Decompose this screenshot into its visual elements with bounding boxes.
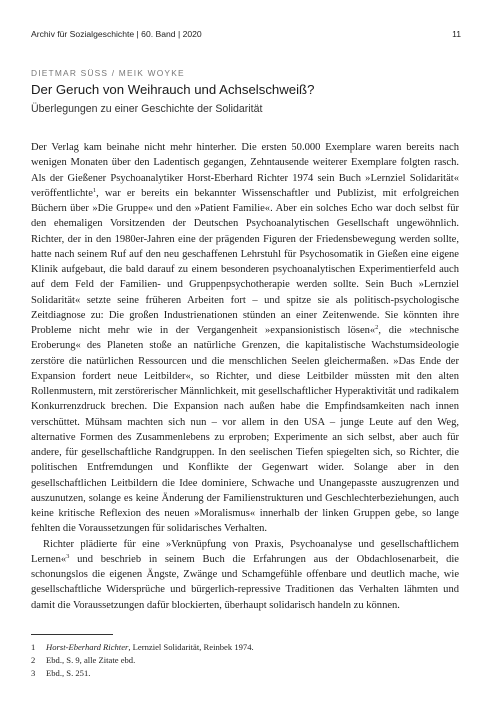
footnote-number: 2 [31, 655, 36, 666]
page-number: 11 [452, 29, 461, 39]
footnote-text: Ebd., S. 251. [46, 668, 91, 679]
article-body [31, 140, 459, 613]
footnote-number: 3 [31, 668, 36, 679]
footnote-divider [31, 634, 113, 635]
article-subtitle: Überlegungen zu einer Geschichte der Solidarität [31, 103, 263, 115]
footnotes [31, 641, 459, 681]
paragraph-2 [31, 537, 459, 613]
footnote-author: Horst-Eberhard Richter [46, 642, 129, 652]
paragraph-1-text-c: , die »technische Eroberung« des Planeten stoße an natürliche Grenzen, die kapitalistische Wachstumsideologie zerstöre die natürlichen Ressourcen und die menschlichen Seelen gleichermaßen. »Das Ende der Expansion fordert neue Leitbilder«, so Richter, und diese Leitbilder müssten mit den alten Rollenmustern, mit zerstörerischer Männlichkeit, mit gesellschaftlicher Hyperaktivität und radikalem Konkurrenzdruck brechen. Die Expansion nach außen habe die Empfindsamkeiten nach innen verschüttet. Mühsam machten sich nun – vor allem in den USA – junge Leute auf den Weg, alternative Formen des Zusammenlebens zu erproben; Experimente an sich selbst, aber auch für andere, für gesellschaftliche Randgruppen. In den seelischen Tiefen spiegelten sich, so Richter, die politischen Entfremdungen und Konflikte der Gegenwart wider. Solange aber in den gesellschaftlichen Leitbildern die Idee dominiere, Schwache und Unangepasste auszugrenzen und auszunutzen, solange es keine Änderung der Familienstrukturen und Geschlechterbeziehungen, auch keine kritische Reflexion des neuen »Moralismus« innerhalb der linken Gruppen gebe, so lange fehlten die Voraussetzungen für solidarisches Verhalten. [31, 325, 459, 535]
footnote-body: , Lernziel Solidarität, Reinbek 1974. [128, 642, 254, 652]
footnote-text: Ebd., S. 9, alle Zitate ebd. [46, 655, 136, 666]
paragraph-1-text-a: Der Verlag kam beinahe nicht mehr hinterher. Die ersten 50.000 Exemplare waren bereits nach wenigen Monaten über den Ladentisch gegangen, Zehntausende weiterer Exemplare folgten rasch. Als der Gießener Psychoanalytiker Horst-Eberhard Richter 1974 sein Buch »Lernziel Solidarität« veröffentlichte [31, 142, 459, 199]
paragraph-1-text-b: , war er bereits ein bekannter Wissenschaftler und Publizist, mit erfolgreichen Büchern über »Die Gruppe« und den »Patient Familie«. Aber ein solches Echo war doch selbst für den ehemaligen Vorsitzenden der Deutschen Psychoanalytischen Gesellschaft ungewöhnlich. Richter, der in den 1980er-Jahren eine der prägenden Figuren der Friedensbewegung werden sollte, hatte nach seinem Ruf auf den neu geschaffenen Lehrstuhl für Psychosomatik in Gießen eine eigene Klinik aufgebaut, die bald darauf zu einem besonderen psychoanalytischen Experimentierfeld auch auf dem Feld der Familien- und Gruppenpsychotherapie werden sollte. Sein Buch »Lernziel Solidarität« setzte seine früheren Arbeiten fort – und spitze sie als politisch-psychologische Zeitdiagnose zu: Die großen Industrienationen stünden an einer Zeitenwende. Sie könnten ihre Probleme nicht mehr wie in der Vergangenheit »expansionistisch lösen« [31, 187, 459, 336]
footnote-1 [31, 641, 459, 654]
footnote-3 [31, 667, 459, 680]
paragraph-1 [31, 140, 459, 537]
footnote-number: 1 [31, 642, 36, 652]
footnote-ref-3[interactable]: 3 [66, 552, 70, 560]
footnote-text [46, 641, 254, 654]
paragraph-2-text-a: Richter plädierte für eine »Verknüpfung von Praxis, Psychoanalyse und gesellschaftlichem Lernen« [31, 538, 459, 565]
footnote-2 [31, 654, 459, 667]
journal-info: Archiv für Sozialgeschichte | 60. Band | 2020 [31, 29, 202, 39]
article-authors: DIETMAR SÜSS / MEIK WOYKE [31, 68, 185, 78]
footnote-ref-1[interactable]: 1 [92, 186, 97, 194]
running-head [31, 29, 461, 39]
footnote-ref-2[interactable]: 2 [375, 324, 379, 331]
article-title: Der Geruch von Weihrauch und Achselschweiß? [31, 82, 315, 97]
paragraph-2-text-b: und beschrieb in seinem Buch die Erfahrungen aus der Obdachlosenarbeit, die schonungslos die eigenen Ängste, Zwänge und Schamgefühle offenbare und deutlich mache, wie gesellschaftliche Widersprüche und bürgerlich-repressive Traditionen das Verhalten lähmten und damit die Voraussetzungen dafür blockierten, überhaupt solidarisch handeln zu können. [31, 553, 459, 611]
